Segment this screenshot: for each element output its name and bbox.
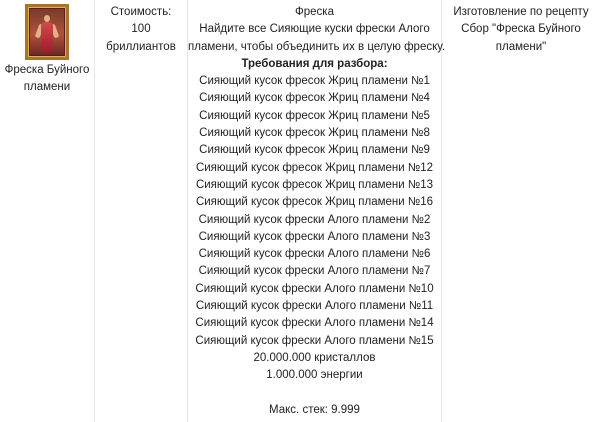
description-text-line-2: пламени, чтобы объединить их в целую фреску.	[188, 40, 446, 53]
requirement-item: Сияющий кусок фрески Алого пламени №15	[195, 334, 434, 347]
item-column	[0, 0, 95, 422]
cost-column	[95, 0, 188, 422]
requirement-item: Сияющий кусок фресок Жриц пламени №4	[199, 92, 430, 105]
requirement-item: Сияющий кусок фресок Жриц пламени №9	[199, 144, 430, 157]
requirement-item: Сияющий кусок фресок Жриц пламени №16	[195, 196, 434, 209]
requirement-item: Сияющий кусок фрески Алого пламени №2	[198, 213, 431, 226]
description-title: Фреска	[295, 6, 334, 18]
item-name-line-2: пламени	[23, 81, 71, 94]
requirement-item: Сияющий кусок фрески Алого пламени №14	[195, 317, 434, 330]
crafting-line-3: пламени"	[495, 40, 547, 53]
crafting-line-2: Сбор "Фреска Буйного	[461, 23, 581, 36]
requirement-item: Сияющий кусок фрески Алого пламени №6	[198, 248, 431, 261]
item-name-line-1: Фреска Буйного	[4, 64, 90, 76]
figure-head	[44, 15, 50, 22]
max-stack: Макс. стек: 9.999	[269, 404, 360, 417]
crafting-column	[442, 0, 600, 422]
cost-value-line-2: бриллиантов	[106, 40, 176, 53]
requirement-energy: 1.000.000 энергии	[266, 369, 363, 382]
requirement-item: Сияющий кусок фресок Жриц пламени №8	[199, 127, 430, 140]
requirement-item: Сияющий кусок фресок Жриц пламени №13	[195, 178, 434, 191]
requirement-item: Сияющий кусок фресок Жриц пламени №5	[199, 109, 430, 122]
requirement-item: Сияющий кусок фрески Алого пламени №3	[198, 230, 431, 243]
cost-value-line-1: 100	[131, 23, 151, 36]
requirement-item: Сияющий кусок фрески Алого пламени №11	[195, 300, 434, 313]
description-column	[188, 0, 446, 422]
requirement-crystals: 20.000.000 кристаллов	[253, 351, 376, 364]
cost-label: Стоимость:	[110, 6, 172, 18]
requirements-header: Требования для разбора:	[241, 57, 388, 70]
spacer	[188, 385, 441, 403]
requirement-item: Сияющий кусок фрески Алого пламени №7	[198, 265, 431, 278]
figure-body	[41, 22, 53, 52]
description-text-line-1: Найдите все Сияющие куски фрески Алого	[199, 23, 430, 36]
requirements-list	[188, 73, 441, 384]
requirement-item: Сияющий кусок фрески Алого пламени №10	[195, 282, 434, 295]
requirement-item: Сияющий кусок фресок Жриц пламени №1	[199, 75, 430, 88]
crafting-line-1: Изготовление по рецепту	[453, 6, 589, 18]
requirement-item: Сияющий кусок фресок Жриц пламени №12	[195, 161, 434, 174]
fresco-image[interactable]	[25, 4, 69, 60]
